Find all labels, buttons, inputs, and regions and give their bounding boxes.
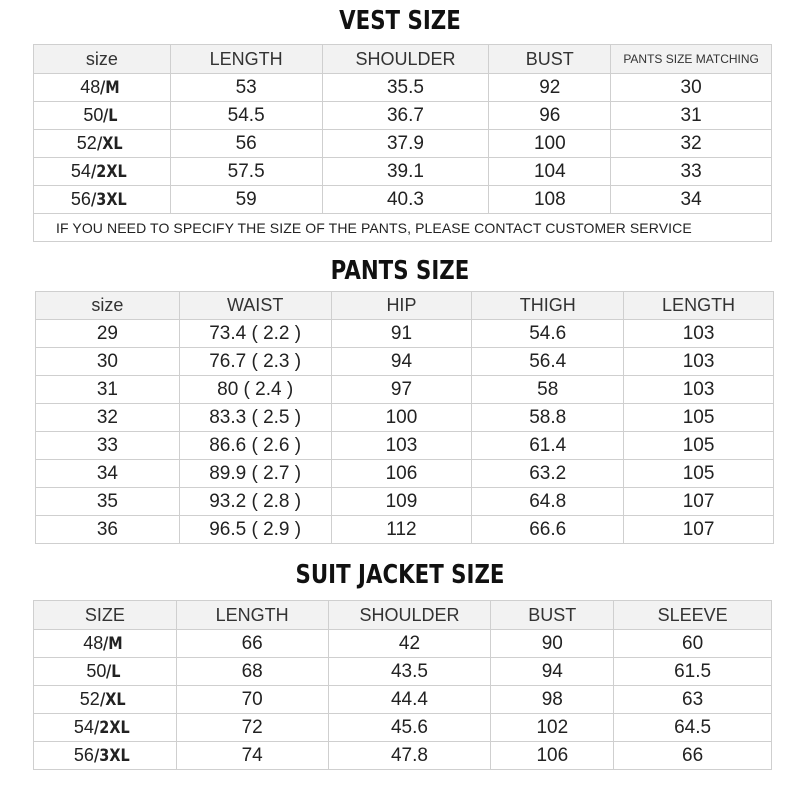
jacket-length-cell: 72: [176, 714, 328, 742]
pants-size-title: PANTS SIZE: [330, 256, 470, 286]
pants-waist-cell: 83.3 ( 2.5 ): [179, 404, 331, 432]
pants-hip-cell: 100: [331, 404, 472, 432]
jacket-size-cell: 52/XL: [34, 686, 177, 714]
pants-waist-cell: 80 ( 2.4 ): [179, 376, 331, 404]
pants-length-cell: 105: [624, 404, 774, 432]
jacket-size-cell: 48/M: [34, 630, 177, 658]
vest-size-cell: 52/XL: [34, 130, 171, 158]
vest-size-cell: 48/M: [34, 74, 171, 102]
pants-size-cell: 34: [36, 460, 180, 488]
pants-header-hip: HIP: [331, 292, 472, 320]
jacket-shoulder-cell: 42: [328, 630, 491, 658]
jacket-bust-cell: 98: [491, 686, 614, 714]
vest-length-cell: 59: [170, 186, 322, 214]
vest-shoulder-cell: 39.1: [322, 158, 489, 186]
pants-header-length: LENGTH: [624, 292, 774, 320]
vest-bust-cell: 108: [489, 186, 611, 214]
vest-shoulder-cell: 40.3: [322, 186, 489, 214]
jacket-header-bust: BUST: [491, 601, 614, 630]
pants-size-cell: 33: [36, 432, 180, 460]
vest-pants-cell: 34: [611, 186, 772, 214]
pants-waist-cell: 73.4 ( 2.2 ): [179, 320, 331, 348]
vest-length-cell: 57.5: [170, 158, 322, 186]
vest-shoulder-cell: 35.5: [322, 74, 489, 102]
pants-waist-cell: 89.9 ( 2.7 ): [179, 460, 331, 488]
jacket-size-cell: 54/2XL: [34, 714, 177, 742]
jacket-header-shoulder: SHOULDER: [328, 601, 491, 630]
pants-size-cell: 32: [36, 404, 180, 432]
jacket-bust-cell: 102: [491, 714, 614, 742]
jacket-bust-cell: 90: [491, 630, 614, 658]
pants-thigh-cell: 61.4: [472, 432, 624, 460]
jacket-length-cell: 68: [176, 658, 328, 686]
pants-length-cell: 103: [624, 320, 774, 348]
vest-header-shoulder: SHOULDER: [322, 45, 489, 74]
pants-waist-cell: 93.2 ( 2.8 ): [179, 488, 331, 516]
vest-size-cell: 50/L: [34, 102, 171, 130]
jacket-shoulder-cell: 45.6: [328, 714, 491, 742]
pants-thigh-cell: 63.2: [472, 460, 624, 488]
pants-hip-cell: 97: [331, 376, 472, 404]
suit-jacket-size-title: SUIT JACKET SIZE: [295, 560, 505, 590]
table-row: [34, 186, 772, 214]
pants-thigh-cell: 54.6: [472, 320, 624, 348]
jacket-bust-cell: 106: [491, 742, 614, 770]
vest-note: IF YOU NEED TO SPECIFY THE SIZE OF THE PANTS, PLEASE CONTACT CUSTOMER SERVICE: [34, 214, 772, 242]
jacket-shoulder-cell: 44.4: [328, 686, 491, 714]
jacket-size-cell: 50/L: [34, 658, 177, 686]
pants-length-cell: 105: [624, 460, 774, 488]
pants-thigh-cell: 58: [472, 376, 624, 404]
table-row: [34, 714, 772, 742]
table-row: [36, 516, 774, 544]
pants-length-cell: 107: [624, 516, 774, 544]
pants-size-cell: 35: [36, 488, 180, 516]
vest-pants-cell: 33: [611, 158, 772, 186]
jacket-sleeve-cell: 64.5: [614, 714, 772, 742]
pants-size-cell: 31: [36, 376, 180, 404]
jacket-header-size: SIZE: [34, 601, 177, 630]
pants-thigh-cell: 64.8: [472, 488, 624, 516]
vest-bust-cell: 100: [489, 130, 611, 158]
pants-length-cell: 103: [624, 376, 774, 404]
jacket-sleeve-cell: 61.5: [614, 658, 772, 686]
pants-header-waist: WAIST: [179, 292, 331, 320]
table-row: [34, 74, 772, 102]
vest-header-pants-matching: PANTS SIZE MATCHING: [611, 45, 772, 74]
pants-length-cell: 105: [624, 432, 774, 460]
table-row: [36, 320, 774, 348]
vest-bust-cell: 92: [489, 74, 611, 102]
vest-size-title: VEST SIZE: [339, 6, 461, 36]
vest-header-length: LENGTH: [170, 45, 322, 74]
table-row: [36, 488, 774, 516]
pants-header-thigh: THIGH: [472, 292, 624, 320]
vest-pants-cell: 30: [611, 74, 772, 102]
jacket-sleeve-cell: 60: [614, 630, 772, 658]
table-row: [34, 686, 772, 714]
vest-size-table: [33, 44, 772, 242]
table-row: [34, 630, 772, 658]
jacket-length-cell: 70: [176, 686, 328, 714]
vest-size-cell: 54/2XL: [34, 158, 171, 186]
jacket-size-cell: 56/3XL: [34, 742, 177, 770]
pants-waist-cell: 76.7 ( 2.3 ): [179, 348, 331, 376]
pants-hip-cell: 106: [331, 460, 472, 488]
table-row: [36, 460, 774, 488]
jacket-sleeve-cell: 63: [614, 686, 772, 714]
table-row: [36, 404, 774, 432]
vest-header-bust: BUST: [489, 45, 611, 74]
vest-pants-cell: 32: [611, 130, 772, 158]
vest-note-row: [34, 214, 772, 242]
jacket-sleeve-cell: 66: [614, 742, 772, 770]
pants-thigh-cell: 56.4: [472, 348, 624, 376]
pants-thigh-cell: 58.8: [472, 404, 624, 432]
pants-hip-cell: 109: [331, 488, 472, 516]
jacket-length-cell: 74: [176, 742, 328, 770]
table-row: [34, 158, 772, 186]
vest-size-cell: 56/3XL: [34, 186, 171, 214]
table-row: [34, 102, 772, 130]
vest-header-size: size: [34, 45, 171, 74]
vest-length-cell: 56: [170, 130, 322, 158]
table-row: [34, 658, 772, 686]
jacket-header-sleeve: SLEEVE: [614, 601, 772, 630]
pants-thigh-cell: 66.6: [472, 516, 624, 544]
pants-waist-cell: 96.5 ( 2.9 ): [179, 516, 331, 544]
suit-jacket-size-table: [33, 600, 772, 770]
pants-hip-cell: 112: [331, 516, 472, 544]
pants-size-cell: 36: [36, 516, 180, 544]
jacket-shoulder-cell: 43.5: [328, 658, 491, 686]
pants-size-cell: 30: [36, 348, 180, 376]
pants-hip-cell: 103: [331, 432, 472, 460]
pants-hip-cell: 91: [331, 320, 472, 348]
pants-size-cell: 29: [36, 320, 180, 348]
pants-header-size: size: [36, 292, 180, 320]
vest-bust-cell: 96: [489, 102, 611, 130]
jacket-header-length: LENGTH: [176, 601, 328, 630]
table-row: [36, 432, 774, 460]
jacket-bust-cell: 94: [491, 658, 614, 686]
vest-shoulder-cell: 37.9: [322, 130, 489, 158]
pants-length-cell: 107: [624, 488, 774, 516]
vest-bust-cell: 104: [489, 158, 611, 186]
table-row: [34, 742, 772, 770]
table-row: [34, 130, 772, 158]
vest-length-cell: 53: [170, 74, 322, 102]
pants-hip-cell: 94: [331, 348, 472, 376]
jacket-shoulder-cell: 47.8: [328, 742, 491, 770]
vest-length-cell: 54.5: [170, 102, 322, 130]
jacket-length-cell: 66: [176, 630, 328, 658]
vest-shoulder-cell: 36.7: [322, 102, 489, 130]
pants-waist-cell: 86.6 ( 2.6 ): [179, 432, 331, 460]
table-row: [36, 348, 774, 376]
table-row: [36, 376, 774, 404]
pants-size-table: [35, 291, 774, 544]
vest-pants-cell: 31: [611, 102, 772, 130]
pants-length-cell: 103: [624, 348, 774, 376]
